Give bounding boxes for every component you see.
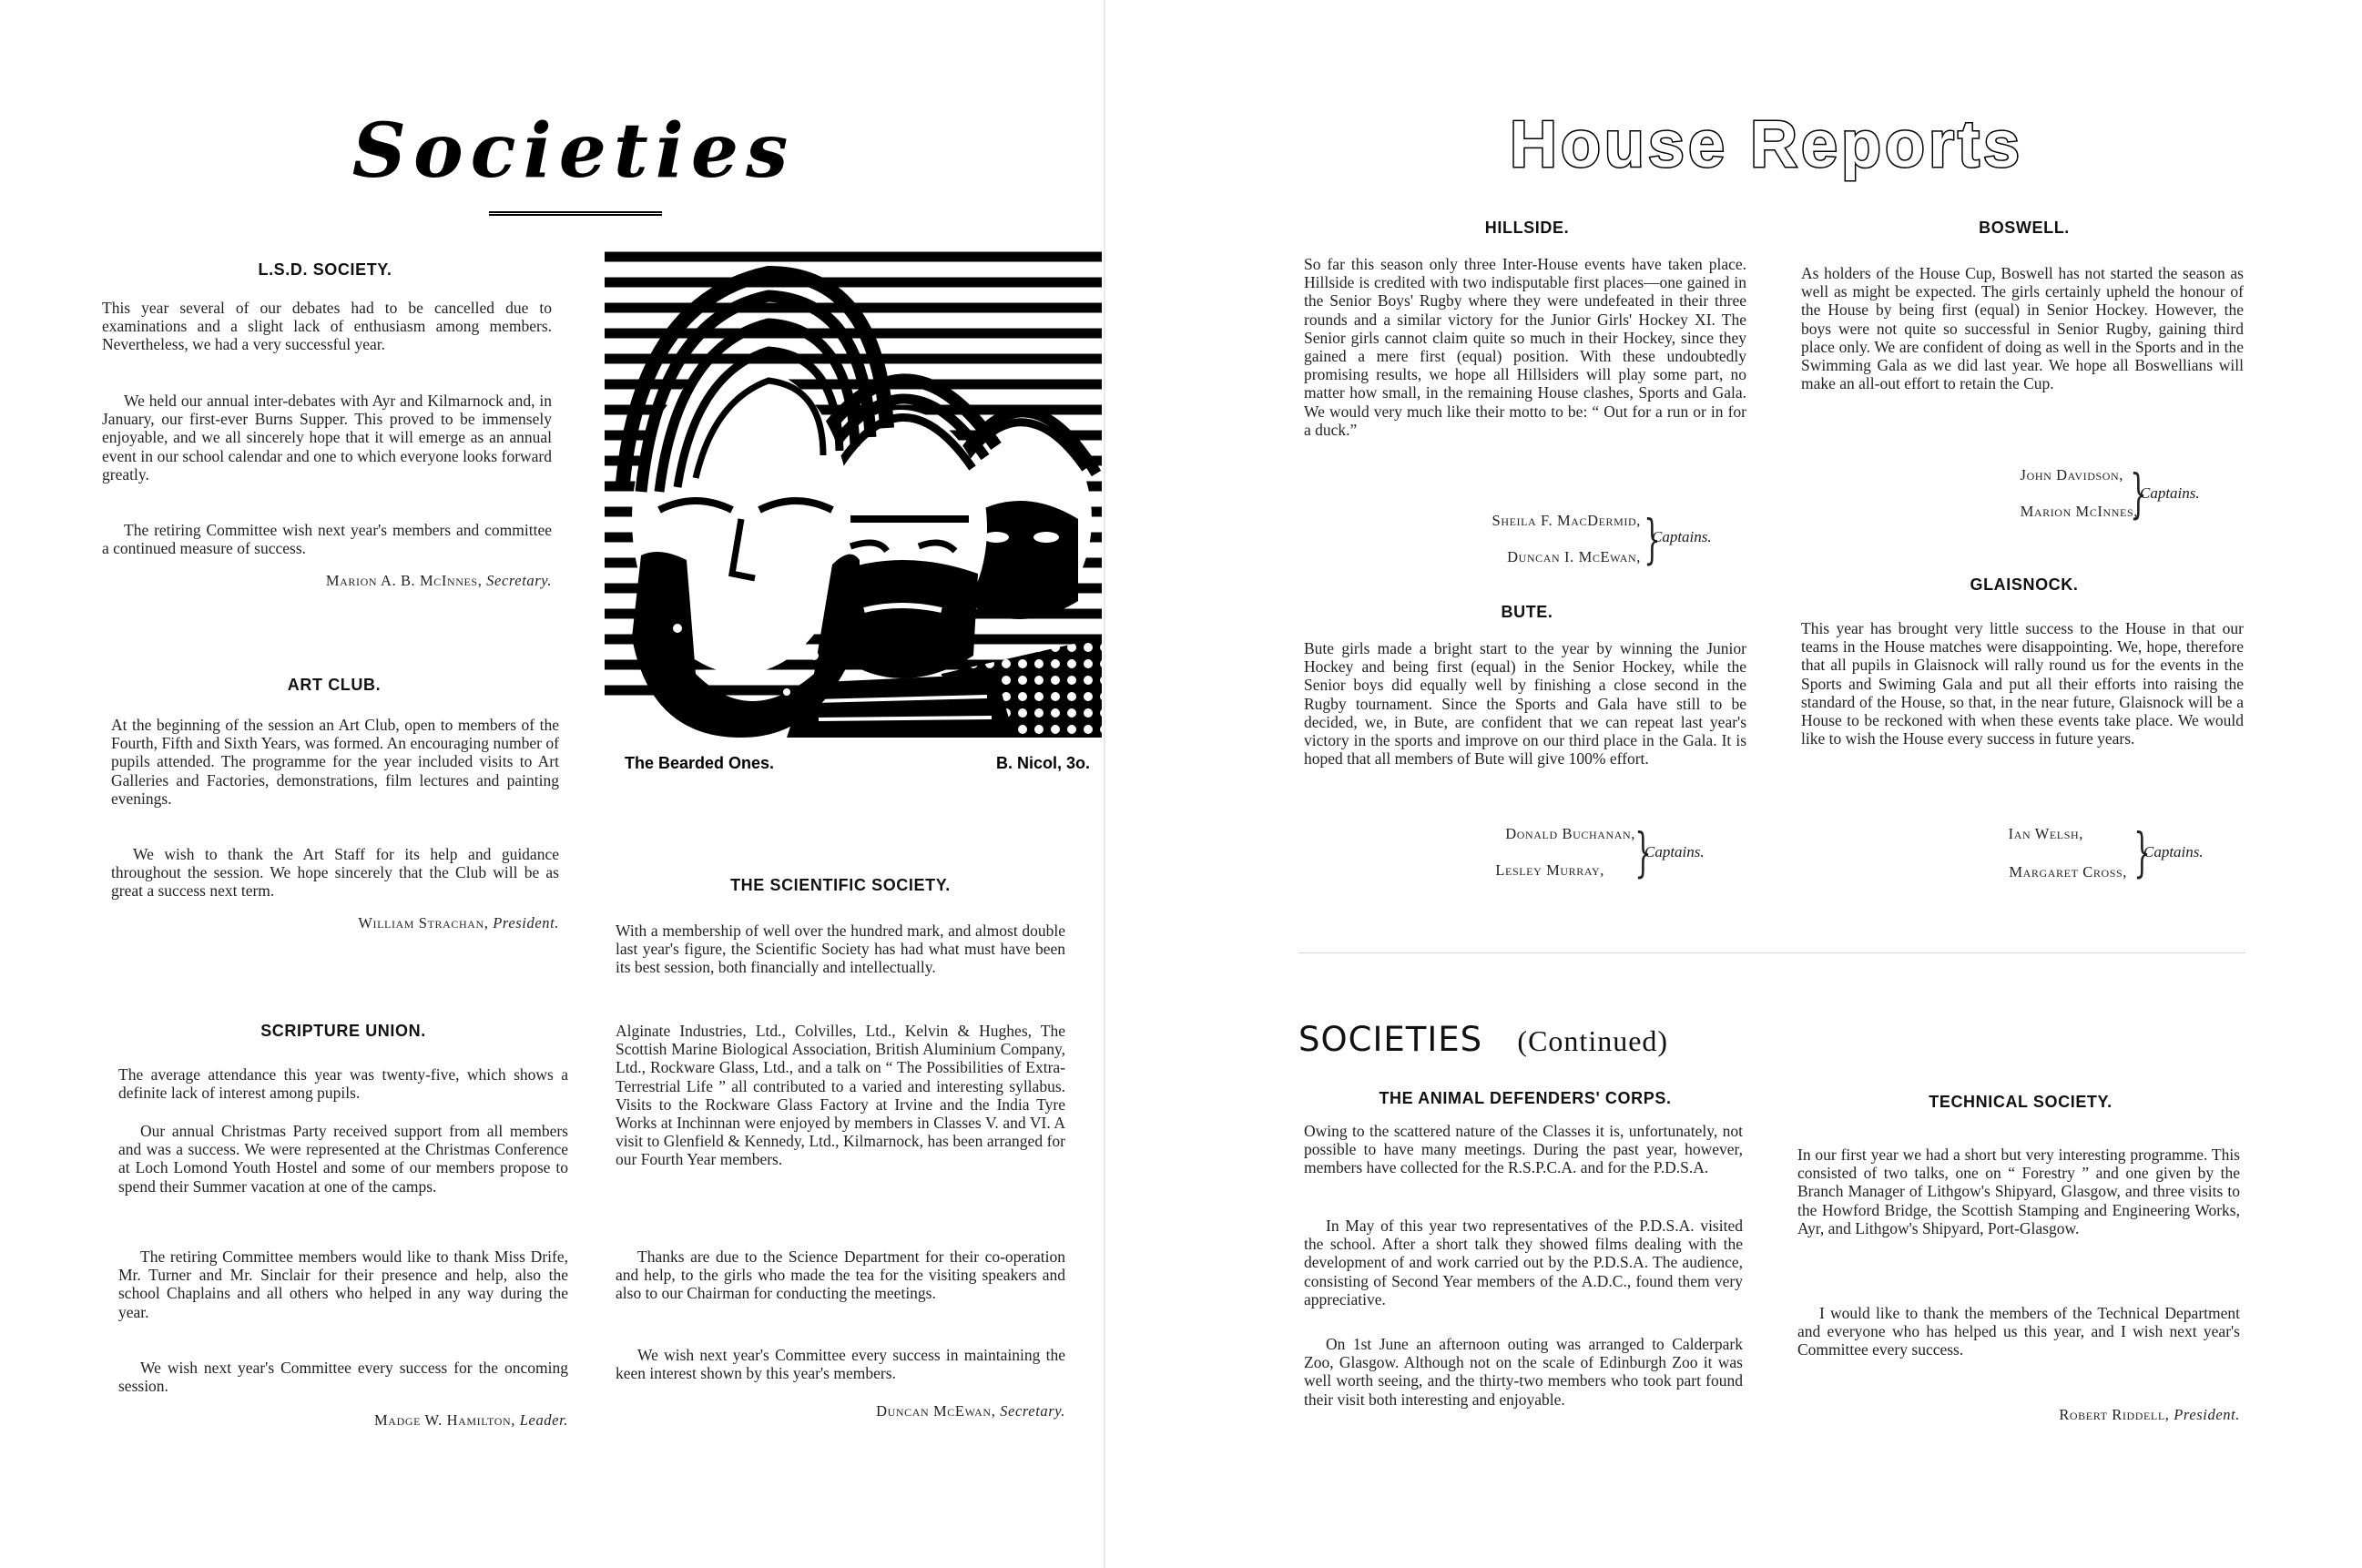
art-club-paragraph-2: We wish to thank the Art Staff for its help and guidance throughout the session. We hope sincerely that the Club will be as great a success next term. [111,845,559,901]
technical-paragraph-2: I would like to thank the members of the Technical Department and everyone who has helped us this year, and I wish next year's Committee every success. [1797,1304,2240,1359]
scientific-paragraph-1: With a membership of well over the hundred mark, and almost double last year's figure, the Scientific Society has had what must have been its best session, both financially and intellectually. [616,921,1065,977]
glaisnock-captains-label: Captains. [2143,843,2204,860]
boswell-captains-label: Captains. [2140,484,2200,502]
artwork-caption-artist: B. Nicol, 3o. [996,754,1091,772]
animal-paragraph-3: On 1st June an afternoon outing was arranged to Calderpark Zoo, Glasgow. Although not on the scale of Edinburgh Zoo it was well worth seeing, and the thirty-two members who took part found their visit both interesting and enjoyable. [1304,1335,1743,1409]
scientific-paragraph-4: We wish next year's Committee every success in maintaining the keen interest shown by this year's members. [616,1346,1065,1383]
bute-brace: } [1634,821,1652,883]
lsd-signature [102,572,552,590]
boswell-captain-2: Marion McInnes, [2020,503,2138,520]
bute-captains-label: Captains. [1644,843,1705,860]
animal-heading: THE ANIMAL DEFENDERS' CORPS. [1379,1089,1672,1107]
glaisnock-brace: } [2133,821,2151,883]
hillside-captains-label: Captains. [1652,528,1712,545]
art-club-signature-role: President. [493,914,559,932]
bute-heading: BUTE. [1501,603,1553,621]
scripture-paragraph-2: Our annual Christmas Party received support from all members and was a success. We were represented at the Christmas Conference at Loch Lomond Youth Hostel and some of our members propose to spend their Summer vacation at one of the camps. [118,1122,568,1196]
scientific-signature [616,1402,1065,1420]
technical-paragraph-1: In our first year we had a short but very interesting programme. This consisted of two talks, one on “ Forestry ” and one given by the Branch Manager of Lithgow's Shipyard, Glasgow, and three visits to the Howford Bridge, the Scottish Stamping and Engineering Works, Ayr, and Lithgow's Shipyard, Port-Glasgow. [1797,1145,2240,1237]
title-rule [489,211,662,216]
lsd-heading: L.S.D. SOCIETY. [258,260,392,279]
bute-captain-2: Lesley Murray, [1495,861,1604,879]
artwork-caption-title: The Bearded Ones. [625,754,775,772]
section-divider [1298,952,2245,953]
scripture-paragraph-4: We wish next year's Committee every success for the oncoming session. [118,1359,568,1396]
lsd-signature-name: Marion A. B. McInnes, [325,572,483,589]
boswell-heading: BOSWELL. [1979,219,2070,237]
boswell-paragraph: As holders of the House Cup, Boswell has not started the season as well as might be expected. The girls certainly upheld the honour of the House by being first (equal) in Senior Hockey. However, the boys were not quite so successful in Senior Rugby, gaining third place only. We are confident of doing as well in the Sports and in the Swimming Gala as we did last year. We hope all Boswellians will make an all-out effort to retain the Cup. [1801,264,2244,393]
scripture-signature [118,1411,568,1430]
scientific-heading: THE SCIENTIFIC SOCIETY. [730,876,951,894]
scripture-paragraph-3: The retiring Committee members would like to thank Miss Drife, Mr. Turner and Mr. Sinclair for their presence and help, also the school Chaplains and all others who helped in any way during the year. [118,1247,568,1321]
art-club-signature [111,914,559,932]
societies-title: Societies [351,107,796,195]
hillside-paragraph: So far this season only three Inter-House events have taken place. Hillside is credited with two indisputable first places—one gained in the Senior Boys' Rugby where they were undefeated in their three rounds and a similar victory for the Junior Girls' Hockey XI. The Senior girls cannot claim quite so much in their Hockey, since they gained a mere first (equal) position. With these undoubtedly promising results, we hope all Hillsiders will play some part, no matter how small, in the remaining House clashes, Sports and Gala. We would very much like their motto to be: “ Out for a run or in for a duck.” [1304,255,1746,439]
scientific-signature-role: Secretary. [1000,1402,1065,1420]
art-club-heading: ART CLUB. [287,676,382,694]
page-divider [1104,0,1105,1568]
glaisnock-captain-1: Ian Welsh, [2008,825,2083,842]
bearded-ones-artwork [605,246,1102,738]
societies-continued-main: SOCIETIES [1298,1020,1483,1059]
scripture-paragraph-1: The average attendance this year was twenty-five, which shows a definite lack of interest among pupils. [118,1065,568,1103]
technical-signature-role: President. [2174,1406,2240,1423]
hillside-captain-1: Sheila F. MacDermid, [1492,512,1641,529]
hillside-captain-2: Duncan I. McEwan, [1507,548,1641,565]
woodcut-illustration [605,246,1102,738]
boswell-brace: } [2130,463,2147,524]
house-reports-title-text: House Reports [1509,108,2024,181]
art-club-paragraph-1: At the beginning of the session an Art Club, open to members of the Fourth, Fifth and Sixth Years, was formed. An encouraging number of pupils attended. The programme for the year included visits to Art Galleries and Factories, demonstrations, film lectures and painting evenings. [111,716,559,808]
scripture-signature-role: Leader. [519,1411,568,1429]
technical-heading: TECHNICAL SOCIETY. [1929,1093,2113,1111]
scientific-paragraph-2: Alginate Industries, Ltd., Colvilles, Ltd., Kelvin & Hughes, The Scottish Marine Biological Association, British Aluminium Company, Ltd., Rockware Glass, Ltd., and a talk on “ The Possibilities of Extra-Terrestrial Life ” all contributed to a varied and interesting syllabus. Visits to the Rockware Glass Factory at Irvine and the India Tyre Works at Inchinnan were enjoyed by members in Classes V. and VI. A visit to Glenfield & Kennedy, Ltd., Kilmarnock, has been arranged for our Fourth Year members. [616,1022,1065,1169]
glaisnock-paragraph: This year has brought very little success to the House in that our teams in the House matches were disappointing. We, hope, therefore that all pupils in Glaisnock will rally round us for the events in the Sports and Swiming Gala and put all their efforts into raising the standard of the House, so that, in the near future, Glaisnock will be a House to be reckoned with when these events take place. We would like to wish the House every success in future years. [1801,619,2244,748]
glaisnock-heading: GLAISNOCK. [1970,575,2079,594]
hillside-heading: HILLSIDE. [1484,219,1570,237]
art-club-signature-name: William Strachan, [358,914,489,932]
scientific-signature-name: Duncan McEwan, [876,1402,996,1420]
scripture-heading: SCRIPTURE UNION. [260,1022,426,1040]
lsd-signature-role: Secretary. [486,572,552,589]
scientific-paragraph-3: Thanks are due to the Science Department for their co-operation and help, to the girls who made the tea for the visiting speakers and also to our Chairman for conducting the meetings. [616,1247,1065,1303]
societies-continued-sub: (Continued) [1517,1024,1669,1057]
scripture-signature-name: Madge W. Hamilton, [374,1411,516,1429]
animal-paragraph-2: In May of this year two representatives of the P.D.S.A. visited the school. After a short talk they showed films dealing with the development of and work carried out by the P.D.S.A. The audience, consisting of Second Year members of the A.D.C., found them very appreciative. [1304,1217,1743,1308]
hillside-brace: } [1644,508,1661,570]
technical-signature [1797,1406,2240,1424]
lsd-paragraph-2: We held our annual inter-debates with Ayr and Kilmarnock and, in January, our first-ever Burns Supper. This proved to be immensely enjoyable, and we all sincerely hope that it will emerge as an annual event in our school calendar and one to which everyone looks forward greatly. [102,392,552,484]
animal-paragraph-1: Owing to the scattered nature of the Classes it is, unfortunately, not possible to have many meetings. During the past year, however, members have collected for the R.S.P.C.A. and for the P.D.S.A. [1304,1122,1743,1177]
glaisnock-captain-2: Margaret Cross, [2009,863,2127,881]
societies-continued-title [1298,1020,1668,1059]
technical-signature-name: Robert Riddell, [2059,1406,2170,1423]
house-reports-title [1493,107,2040,189]
boswell-captain-1: John Davidson, [2020,466,2123,484]
lsd-paragraph-3: The retiring Committee wish next year's members and committee a continued measure of success. [102,521,552,558]
bute-captain-1: Donald Buchanan, [1505,825,1635,842]
bute-paragraph: Bute girls made a bright start to the year by winning the Junior Hockey and being first (equal) in the Senior Hockey, while the Senior boys did equally well by finishing a close second in the Rugby tournament. Since the Sports and Gala have still to be decided, we, in Bute, are confident that we can repeat last year's victory in the sports and improve on our third place in the Gala. It is hoped that all members of Bute will give 100% effort. [1304,639,1746,769]
lsd-paragraph-1: This year several of our debates had to be cancelled due to examinations and a slight lack of enthusiasm among members. Nevertheless, we had a very successful year. [102,299,552,354]
